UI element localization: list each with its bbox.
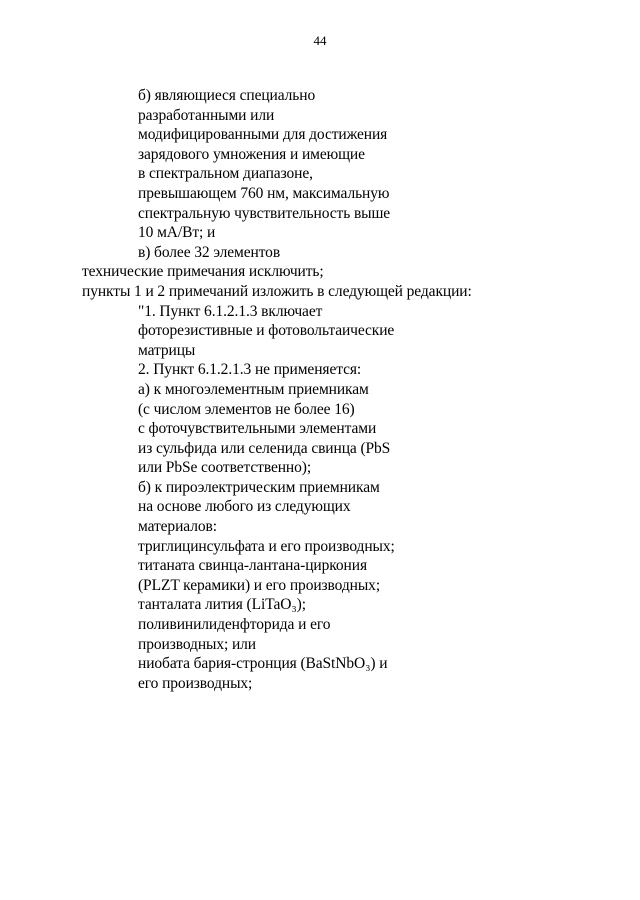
text-line: 10 мА/Вт; и	[138, 224, 216, 242]
text-line: фоторезистивные и фотовольтаические	[138, 322, 395, 340]
text-line: разработанными или	[138, 106, 275, 124]
text-line: зарядового умножения и имеющие	[138, 145, 365, 163]
text-line: пункты 1 и 2 примечаний изложить в следующей редакции:	[82, 282, 472, 300]
text-line: с фоточувствительными элементами	[138, 420, 377, 438]
text-line: превышающем 760 нм, максимальную	[138, 184, 390, 202]
text-line: модифицированными для достижения	[138, 126, 388, 144]
text-line: а) к многоэлементным приемникам	[138, 380, 369, 398]
text-line: ниобата бария-стронция (BaStNbO₃) и	[138, 655, 388, 673]
text-line: или PbSe соответственно);	[138, 459, 312, 477]
text-line: в спектральном диапазоне,	[138, 165, 313, 183]
text-line: 2. Пункт 6.1.2.1.3 не применяется:	[138, 361, 362, 379]
text-line: из сульфида или селенида свинца (PbS	[138, 439, 391, 457]
text-line: "1. Пункт 6.1.2.1.3 включает	[138, 302, 323, 320]
text-line: его производных;	[138, 674, 253, 692]
text-line: технические примечания исключить;	[82, 263, 324, 281]
text-line: спектральную чувствительность выше	[138, 204, 391, 222]
text-line: б) к пироэлектрическим приемникам	[138, 478, 380, 496]
text-line: танталата лития (LiTaO₃);	[138, 596, 306, 614]
text-line: на основе любого из следующих	[138, 498, 351, 516]
text-line: поливинилиденфторида и его	[138, 616, 331, 634]
text-line: производных; или	[138, 635, 256, 653]
text-line: матрицы	[138, 341, 196, 359]
text-line: триглицинсульфата и его производных;	[138, 537, 395, 555]
text-line: б) являющиеся специально	[138, 87, 316, 104]
text-line: в) более 32 элементов	[138, 243, 281, 261]
text-line: (PLZT керамики) и его производных;	[138, 576, 381, 594]
text-line: титаната свинца-лантана-циркония	[138, 557, 367, 575]
text-line: (с числом элементов не более 16)	[138, 400, 355, 418]
text-line: материалов:	[138, 518, 217, 536]
page-number: 44	[313, 33, 327, 48]
document-body	[0, 86, 640, 693]
